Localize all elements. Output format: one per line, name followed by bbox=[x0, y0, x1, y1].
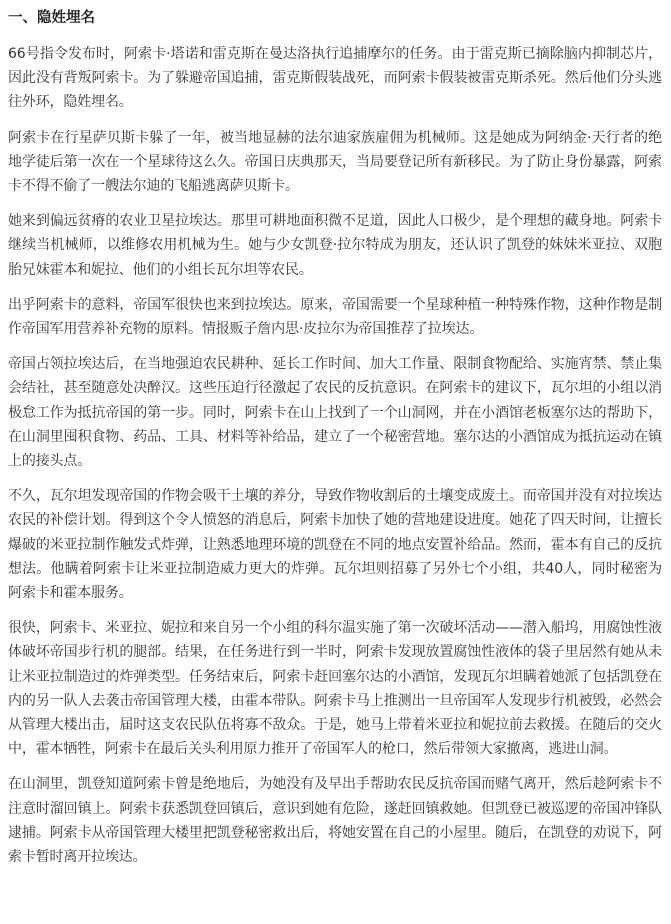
paragraph-1: 66号指令发布时，阿索卡·塔诺和雷克斯在曼达洛执行追捕摩尔的任务。由于雷克斯已摘除脑内抑制芯片，因此没有背叛阿索卡。为了躲避帝国追捕，雷克斯假装战死，而阿索卡假装被雷克斯杀死。然后他们分头逃往外环，隐姓埋名。 bbox=[8, 46, 662, 111]
paragraph-3: 她来到偏远贫瘠的农业卫星拉埃达。那里可耕地面积微不足道，因此人口极少，是个理想的藏身地。阿索卡继续当机械师，以维修农用机械为生。她与少女凯登·拉尔特成为朋友，还认识了凯登的妹妹米亚拉、双胞胎兄妹霍本和妮拉、他们的小组长瓦尔坦等农民。 bbox=[8, 213, 662, 278]
paragraph-4: 出乎阿索卡的意料，帝国军很快也来到拉埃达。原来，帝国需要一个星球种植一种特殊作物，这种作物是制作帝国军用营养补充物的原料。情报贩子詹内思·皮拉尔为帝国推荐了拉埃达。 bbox=[8, 296, 662, 338]
paragraph-8: 在山洞里，凯登知道阿索卡曾是绝地后，为她没有及早出手帮助农民反抗帝国而赌气离开，然后趁阿索卡不注意时溜回镇上。阿索卡获悉凯登回镇后，意识到她有危险，遂赶回镇救她。但凯登已被巡逻的帝国冲锋队逮捕。阿索卡从帝国管理大楼里把凯登秘密救出后，将她安置在自己的小屋里。随后，在凯登的劝说下，阿索卡暂时离开拉埃达。 bbox=[8, 776, 662, 866]
paragraph-6: 不久，瓦尔坦发现帝国的作物会吸干土壤的养分，导致作物收割后的土壤变成废土。而帝国并没有对拉埃达农民的补偿计划。得到这个令人愤怒的消息后，阿索卡加快了她的营地建设进度。她花了四天时间，让擅长爆破的米亚拉制作触发式炸弹，让熟悉地理环境的凯登在不同的地点安置补给品。然而，霍本有自己的反抗想法。他瞒着阿索卡让米亚拉制造威力更大的炸弹。瓦尔坦则招募了另外七个小组，共40人，同时秘密为阿索卡和霍本服务。 bbox=[8, 488, 662, 602]
paragraph-5: 帝国占领拉埃达后，在当地强迫农民耕种、延长工作时间、加大工作量、限制食物配给、实施宵禁、禁止集会结社，甚至随意处决醉汉。这些压迫行径激起了农民的反抗意识。在阿索卡的建议下，瓦尔坦的小组以消极怠工作为抵抗帝国的第一步。同时，阿索卡在山上找到了一个山洞网，并在小酒馆老板塞尔达的帮助下，在山洞里囤积食物、药品、工具、材料等补给品，建立了一个秘密营地。塞尔达的小酒馆成为抵抗运动在镇上的接头点。 bbox=[8, 356, 662, 470]
paragraph-7: 很快，阿索卡、米亚拉、妮拉和来自另一个小组的科尔温实施了第一次破坏活动——潜入船坞，用腐蚀性液体破坏帝国步行机的腿部。结果，在任务进行到一半时，阿索卡发现放置腐蚀性液体的袋子里居然有她从未让米亚拉制造过的炸弹类型。任务结束后，阿索卡赶回塞尔达的小酒馆，发现瓦尔坦瞒着她派了包括凯登在内的另一队人去袭击帝国管理大楼，由霍本带队。阿索卡马上推测出一旦帝国军人发现步行机被毁，必然会从管理大楼出击，届时这支农民队伍将寡不敌众。于是，她马上带着米亚拉和妮拉前去救援。在随后的交火中，霍本牺牲，阿索卡在最后关头利用原力推开了帝国军人的枪口，然后带领大家撤离，逃进山洞。 bbox=[8, 620, 662, 758]
paragraph-2: 阿索卡在行星萨贝斯卡躲了一年，被当地显赫的法尔迪家族雇佣为机械师。这是她成为阿纳金·天行者的绝地学徒后第一次在一个星球待这么久。帝国日庆典那天，当局要登记所有新移民。为了防止身份暴露，阿索卡不得不偷了一艘法尔迪的飞船逃离萨贝斯卡。 bbox=[8, 129, 662, 195]
section-title: 一、隐姓埋名 bbox=[8, 10, 95, 26]
